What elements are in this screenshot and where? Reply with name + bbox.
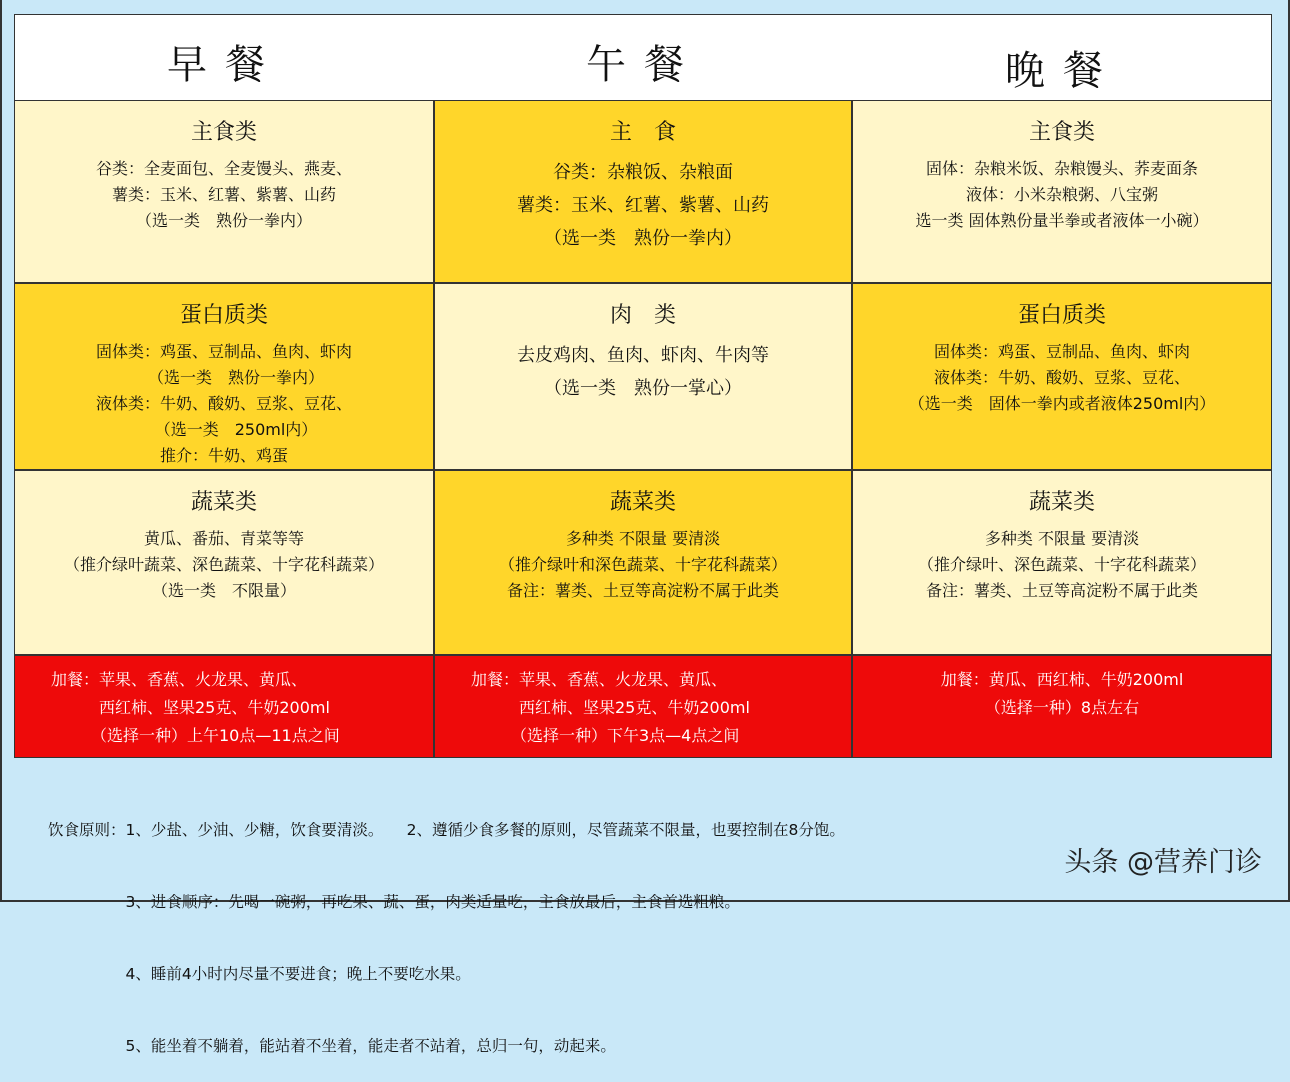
breakfast-staple-cell bbox=[14, 100, 434, 283]
cell-line: 黄瓜、番茄、青菜等等 bbox=[143, 529, 304, 548]
cell-line: 液体类：牛奶、酸奶、豆浆、豆花、 bbox=[933, 368, 1190, 387]
dinner-staple-cell bbox=[852, 100, 1272, 283]
cell-line: （推介绿叶、深色蔬菜、十字花科蔬菜） bbox=[917, 555, 1206, 574]
dinner-vegetable-cell bbox=[852, 470, 1272, 655]
rule-line: 4、睡前4小时内尽量不要进食；晚上不要吃水果。 bbox=[48, 965, 471, 983]
diet-principles bbox=[48, 770, 845, 1082]
cell-line: （选择一种）上午10点—11点之间 bbox=[51, 726, 340, 745]
cell-line: （选一类 250ml内） bbox=[130, 420, 318, 439]
cell-line: 多种类 不限量 要清淡 bbox=[984, 529, 1140, 548]
cell-line: 选一类 固体熟份量半拳或者液体一小碗） bbox=[915, 211, 1209, 230]
cell-line: （选一类 熟份一掌心） bbox=[544, 378, 742, 399]
cell-line: 西红柿、坚果25克、牛奶200ml bbox=[471, 698, 750, 717]
cell-line: （选择一种）8点左右 bbox=[984, 698, 1140, 717]
breakfast-protein-cell bbox=[14, 283, 434, 470]
cell-line: 推介：牛奶、鸡蛋 bbox=[159, 446, 288, 465]
category-title: 蔬菜类 bbox=[609, 490, 676, 515]
dinner-snack-cell bbox=[852, 655, 1272, 758]
lunch-staple-cell bbox=[434, 100, 852, 283]
cell-line: 液体：小米杂粮粥、八宝粥 bbox=[965, 185, 1158, 204]
cell-line: （选一类 熟份一拳内） bbox=[123, 368, 324, 387]
rule-line: 5、能坐着不躺着，能站着不坐着，能走者不站着，总归一句，动起来。 bbox=[48, 1037, 616, 1055]
category-title: 主食类 bbox=[190, 120, 257, 145]
lunch-snack-cell bbox=[434, 655, 852, 758]
lunch-vegetable-cell bbox=[434, 470, 852, 655]
lunch-protein-cell bbox=[434, 283, 852, 470]
rule-line: 饮食原则：1、少盐、少油、少糖，饮食要清淡。 2、遵循少食多餐的原则，尽管蔬菜不限量，也要控制在8分饱。 bbox=[48, 821, 845, 839]
cell-line: （选一类 熟份一拳内） bbox=[135, 211, 312, 230]
cell-line: 谷类：杂粮饭、杂粮面 bbox=[553, 162, 733, 183]
cell-line: （推介绿叶蔬菜、深色蔬菜、十字花科蔬菜） bbox=[63, 555, 384, 574]
category-title: 主 食 bbox=[609, 120, 676, 145]
category-title: 蔬菜类 bbox=[1028, 490, 1095, 515]
meal-header bbox=[14, 14, 1272, 101]
dinner-title: 晚餐 bbox=[1005, 48, 1121, 94]
category-title: 蛋白质类 bbox=[1017, 303, 1106, 328]
cell-line: （选一类 熟份一拳内） bbox=[544, 228, 742, 249]
category-title: 蔬菜类 bbox=[190, 490, 257, 515]
cell-line: 去皮鸡肉、鱼肉、虾肉、牛肉等 bbox=[517, 345, 769, 366]
cell-line: 薯类：玉米、红薯、紫薯、山药 bbox=[517, 195, 769, 216]
cell-line: 固体：杂粮米饭、杂粮馒头、荞麦面条 bbox=[925, 159, 1198, 178]
cell-line: 备注：薯类、土豆等高淀粉不属于此类 bbox=[925, 581, 1198, 600]
category-title: 蛋白质类 bbox=[179, 303, 268, 328]
cell-line: （选择一种）下午3点—4点之间 bbox=[471, 726, 740, 745]
cell-line: （选一类 不限量） bbox=[151, 581, 296, 600]
category-title: 肉 类 bbox=[609, 303, 676, 328]
rule-line: 3、进食顺序：先喝一碗粥，再吃果、蔬、蛋，肉类适量吃，主食放最后，主食首选粗粮。 bbox=[48, 893, 740, 911]
cell-line: 多种类 不限量 要清淡 bbox=[565, 529, 721, 548]
cell-line: 加餐：苹果、香蕉、火龙果、黄瓜、 bbox=[51, 670, 308, 689]
category-title: 主食类 bbox=[1028, 120, 1095, 145]
cell-line: 薯类：玉米、红薯、紫薯、山药 bbox=[111, 185, 336, 204]
breakfast-snack-cell bbox=[14, 655, 434, 758]
cell-line: 加餐：黄瓜、西红柿、牛奶200ml bbox=[940, 670, 1184, 689]
cell-line: 液体类：牛奶、酸奶、豆浆、豆花、 bbox=[95, 394, 352, 413]
cell-line: 固体类：鸡蛋、豆制品、鱼肉、虾肉 bbox=[95, 342, 352, 361]
cell-line: （推介绿叶和深色蔬菜、十字花科蔬菜） bbox=[498, 555, 787, 574]
breakfast-title: 早餐 bbox=[167, 42, 283, 88]
cell-line: 谷类：全麦面包、全麦馒头、燕麦、 bbox=[95, 159, 352, 178]
cell-line: 固体类：鸡蛋、豆制品、鱼肉、虾肉 bbox=[933, 342, 1190, 361]
cell-line: （选一类 固体一拳内或者液体250ml内） bbox=[908, 394, 1216, 413]
cell-line: 加餐：苹果、香蕉、火龙果、黄瓜、 bbox=[471, 670, 728, 689]
dinner-protein-cell bbox=[852, 283, 1272, 470]
breakfast-vegetable-cell bbox=[14, 470, 434, 655]
lunch-title: 午餐 bbox=[586, 42, 702, 88]
cell-line: 西红柿、坚果25克、牛奶200ml bbox=[51, 698, 330, 717]
watermark: 头条 @营养门诊 bbox=[1064, 847, 1262, 878]
cell-line: 备注：薯类、土豆等高淀粉不属于此类 bbox=[506, 581, 779, 600]
